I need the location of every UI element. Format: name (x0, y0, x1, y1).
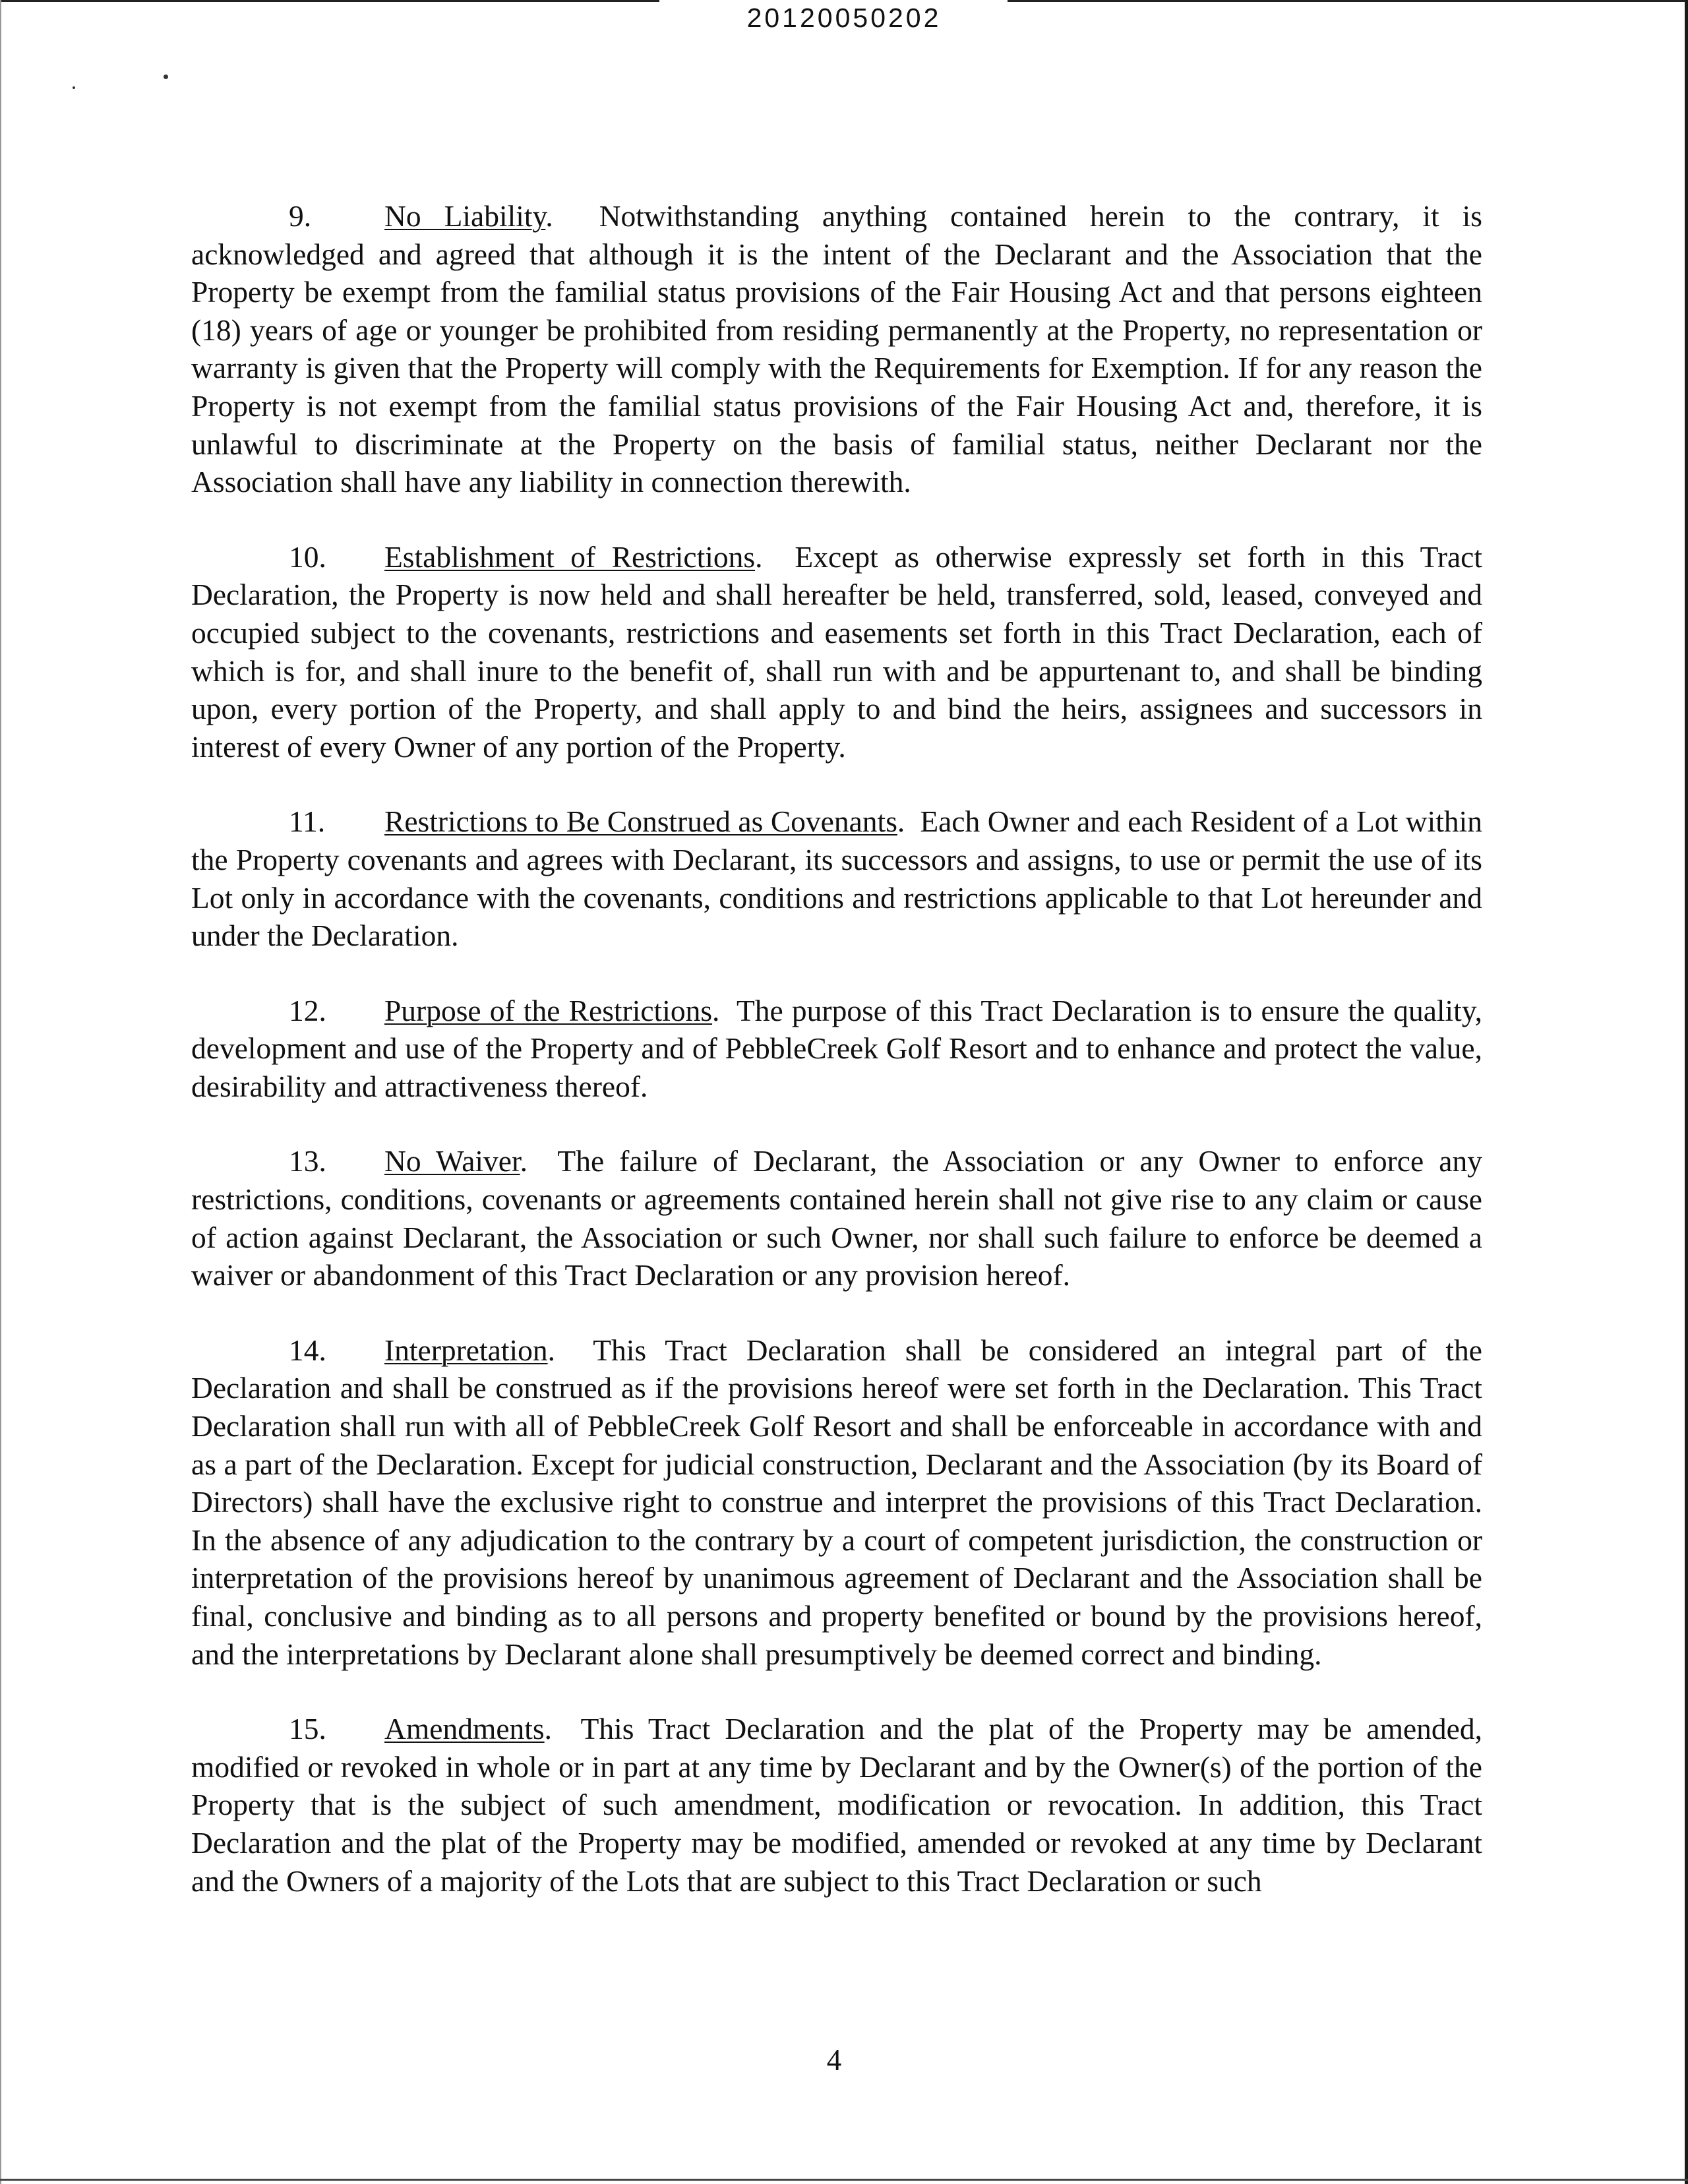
section-number: 9. (289, 199, 312, 233)
section-heading: No Waiver (384, 1144, 520, 1178)
section-13: 13. No Waiver. The failure of Declarant, the Association or any Owner to enforce any restrictions, conditions, covenants or agreements contained herein shall not give rise to any claim or cause of action against Declarant, the Association or such Owner, nor shall such failure to enforce be deemed a waiver or abandonment of this Tract Declaration or any provision hereof. (191, 1142, 1482, 1294)
section-number: 13. (289, 1144, 326, 1178)
section-12: 12. Purpose of the Restrictions. The purpose of this Tract Declaration is to ensure the quality, development and use of the Property and of PebbleCreek Golf Resort and to enhance and protect the value, desirability and attractiveness thereof. (191, 992, 1482, 1106)
section-text: This Tract Declaration shall be considered an integral part of the Declaration and shall be construed as if the provisions hereof were set forth in the Declaration. This Tract Declaration shall run with all of PebbleCreek Golf Resort and shall be enforceable in accordance with and as a part of the Declaration. Except for judicial construction, Declarant and the Association (by its Board of Directors) shall have the exclusive right to construe and interpret the provisions of this Tract Declaration. In the absence of any adjudication to the contrary by a court of competent jurisdiction, the construction or interpretation of the provisions hereof by unanimous agreement of Declarant and the Association shall be final, conclusive and binding as to all persons and property benefited or bound by the provisions hereof, and the interpretations by Declarant alone shall presumptively be deemed correct and binding. (191, 1333, 1483, 1671)
scan-bottom-rule (0, 2179, 1688, 2181)
scan-speck (164, 75, 168, 79)
scan-right-edge (1685, 0, 1688, 2184)
section-number: 15. (289, 1712, 326, 1746)
page-number: 4 (826, 2044, 842, 2077)
section-number: 14. (289, 1333, 326, 1367)
section-text: Except as otherwise expressly set forth in this Tract Declaration, the Property is now held and shall hereafter be held, transferred, sold, leased, conveyed and occupied subject to the covenants, restrictions and easements set forth in this Tract Declaration, each of which is for, and shall inure to the benefit of, shall run with and be appurtenant to, and shall be binding upon, every portion of the Property, and shall apply to and bind the heirs, assignees and successors in interest of every Owner of any portion of the Property. (191, 539, 1482, 764)
section-number: 10. (289, 539, 326, 574)
section-heading: Establishment of Restrictions (384, 539, 756, 574)
section-11: 11. Restrictions to Be Construed as Covenants. Each Owner and each Resident of a Lot within the Property covenants and agrees with Declarant, its successors and assigns, to use or permit the use of its Lot only in accordance with the covenants, conditions and restrictions applicable to that Lot hereunder and under the Declaration. (191, 803, 1482, 954)
section-heading: Amendments (384, 1712, 545, 1746)
section-heading: No Liability (384, 199, 546, 233)
scan-left-edge (0, 0, 1, 2184)
recording-number: 20120050202 (746, 3, 942, 33)
section-text: The purpose of this Tract Declaration is to ensure the quality, development and use of the Property and of PebbleCreek Golf Resort and to enhance and protect the value, desirability and attractiveness thereof. (191, 993, 1482, 1103)
section-heading: Purpose of the Restrictions (384, 993, 713, 1027)
section-number: 12. (289, 993, 326, 1027)
scan-top-rule-right (1008, 0, 1688, 2)
section-number: 11. (289, 804, 326, 839)
section-text: This Tract Declaration and the plat of the Property may be amended, modified or revoked in whole or in part at any time by Declarant and by the Owner(s) of the portion of the Property that is the subject of such amendment, modification or revocation. In addition, this Tract Declaration and the plat of the Property may be modified, amended or revoked at any time by Declarant and the Owners of a majority of the Lots that are subject to this Tract Declaration or such (191, 1712, 1482, 1898)
section-text: Each Owner and each Resident of a Lot within the Property covenants and agrees with Declarant, its successors and assigns, to use or permit the use of its Lot only in accordance with the covenants, conditions and restrictions applicable to that Lot hereunder and under the Declaration. (191, 804, 1482, 953)
scan-speck (73, 86, 75, 89)
section-heading: Interpretation (384, 1333, 548, 1367)
section-text: The failure of Declarant, the Association or any Owner to enforce any restrictions, conditions, covenants or agreements contained herein shall not give rise to any claim or cause of action against Declarant, the Association or such Owner, nor shall such failure to enforce be deemed a waiver or abandonment of this Tract Declaration or any provision hereof. (191, 1144, 1482, 1292)
declaration-body (191, 197, 1482, 1937)
section-10: 10. Establishment of Restrictions. Except as otherwise expressly set forth in this Tract Declaration, the Property is now held and shall hereafter be held, transferred, sold, leased, conveyed and occupied subject to the covenants, restrictions and easements set forth in this Tract Declaration, each of which is for, and shall inure to the benefit of, shall run with and be appurtenant to, and shall be binding upon, every portion of the Property, and shall apply to and bind the heirs, assignees and successors in interest of every Owner of any portion of the Property. (191, 538, 1482, 766)
section-14: 14. Interpretation. This Tract Declaration shall be considered an integral part of the Declaration and shall be construed as if the provisions hereof were set forth in the Declaration. This Tract Declaration shall run with all of PebbleCreek Golf Resort and shall be enforceable in accordance with and as a part of the Declaration. Except for judicial construction, Declarant and the Association (by its Board of Directors) shall have the exclusive right to construe and interpret the provisions of this Tract Declaration. In the absence of any adjudication to the contrary by a court of competent jurisdiction, the construction or interpretation of the provisions hereof by unanimous agreement of Declarant and the Association shall be final, conclusive and binding as to all persons and property benefited or bound by the provisions hereof, and the interpretations by Declarant alone shall presumptively be deemed correct and binding. (191, 1331, 1482, 1673)
section-15: 15. Amendments. This Tract Declaration and the plat of the Property may be amended, modified or revoked in whole or in part at any time by Declarant and by the Owner(s) of the portion of the Property that is the subject of such amendment, modification or revocation. In addition, this Tract Declaration and the plat of the Property may be modified, amended or revoked at any time by Declarant and the Owners of a majority of the Lots that are subject to this Tract Declaration or such (191, 1710, 1482, 1900)
section-9: 9. No Liability. Notwithstanding anything contained herein to the contrary, it is acknowledged and agreed that although it is the intent of the Declarant and the Association that the Property be exempt from the familial status provisions of the Fair Housing Act and that persons eighteen (18) years of age or younger be prohibited from residing permanently at the Property, no representation or warranty is given that the Property will comply with the Requirements for Exemption. If for any reason the Property is not exempt from the familial status provisions of the Fair Housing Act and, therefore, it is unlawful to discriminate at the Property on the basis of familial status, neither Declarant nor the Association shall have any liability in connection therewith. (191, 197, 1482, 501)
section-heading: Restrictions to Be Construed as Covenants (384, 804, 897, 839)
scan-top-rule-left (0, 0, 659, 2)
section-text: Notwithstanding anything contained herein to the contrary, it is acknowledged and agreed that although it is the intent of the Declarant and the Association that the Property be exempt from the familial status provisions of the Fair Housing Act and that persons eighteen (18) years of age or younger be prohibited from residing permanently at the Property, no representation or warranty is given that the Property will comply with the Requirements for Exemption. If for any reason the Property is not exempt from the familial status provisions of the Fair Housing Act and, therefore, it is unlawful to discriminate at the Property on the basis of familial status, neither Declarant nor the Association shall have any liability in connection therewith. (191, 199, 1482, 499)
